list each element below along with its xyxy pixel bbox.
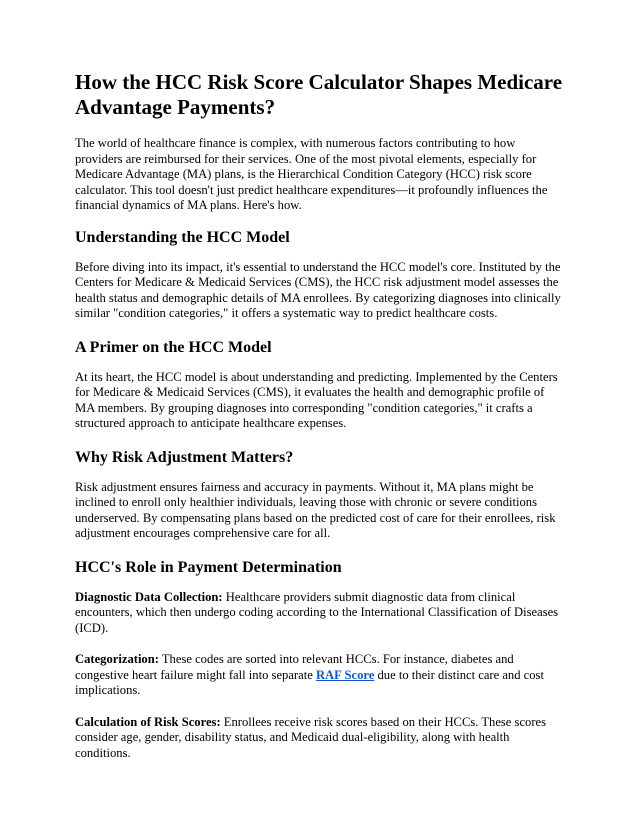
section-risk-adjustment — [75, 448, 563, 542]
section-paragraph: At its heart, the HCC model is about understanding and predicting. Implemented by the Centers for Medicare & Medicaid Services (CMS), it evaluates the health and demographic profile of MA members. By grouping diagnoses into corresponding "condition categories," it crafts a structured approach to anticipate healthcare expenses. — [75, 369, 558, 430]
section-payment-determination — [75, 558, 563, 762]
intro-paragraph: The world of healthcare finance is complex, with numerous factors contributing to how providers are reimbursed for their services. One of the most pivotal elements, especially for Medicare Advantage (MA) plans, is the Hierarchical Condition Category (HCC) risk score calculator. This tool doesn't just predict healthcare expenditures—it profoundly influences the financial dynamics of MA plans. Here's how. — [75, 136, 548, 212]
item-term: Diagnostic Data Collection: — [75, 589, 223, 604]
section-heading: Why Risk Adjustment Matters? — [75, 448, 294, 466]
item-text: Enrollees receive risk scores based on their HCCs. These scores consider age, gender, disability status, and Medicaid dual-eligibility, along with health conditions. — [75, 714, 547, 760]
raf-score-link[interactable]: RAF Score — [315, 667, 375, 682]
payment-item-categorization — [75, 652, 563, 699]
item-term: Calculation of Risk Scores: — [75, 714, 221, 729]
section-understanding-hcc — [75, 228, 563, 322]
section-primer-hcc — [75, 338, 563, 432]
item-text: Healthcare providers submit diagnostic data from clinical encounters, which then undergo coding according to the International Classification of Diseases (ICD). — [75, 589, 559, 635]
article-title: How the HCC Risk Score Calculator Shapes Medicare Advantage Payments? — [75, 70, 563, 119]
section-heading: A Primer on the HCC Model — [75, 338, 272, 356]
item-text-after: due to their distinct care and cost implications. — [75, 667, 544, 697]
section-paragraph: Before diving into its impact, it's essential to understand the HCC model's core. Instituted by the Centers for Medicare & Medicaid Services (CMS), the HCC risk adjustment model assesses the health status and demographic details of MA enrollees. By categorizing diagnoses into clinically similar "condition categories," it offers a systematic way to predict healthcare costs. — [75, 259, 561, 320]
item-term: Categorization: — [75, 652, 159, 666]
section-paragraph: Risk adjustment ensures fairness and accuracy in payments. Without it, MA plans might be inclined to enroll only healthier individuals, leaving those with chronic or severe conditions underserved. By compensating plans based on the predicted cost of care for their enrollees, risk adjustment encourages comprehensive care for all. — [75, 479, 556, 540]
item-text-before: These codes are sorted into relevant HCCs. For instance, diabetes and congestive heart failure might fall into separate — [75, 652, 514, 682]
payment-item-risk-scores — [75, 715, 563, 762]
section-heading: Understanding the HCC Model — [75, 228, 290, 246]
payment-item-diagnostic — [75, 590, 563, 637]
section-heading: HCC's Role in Payment Determination — [75, 558, 342, 576]
